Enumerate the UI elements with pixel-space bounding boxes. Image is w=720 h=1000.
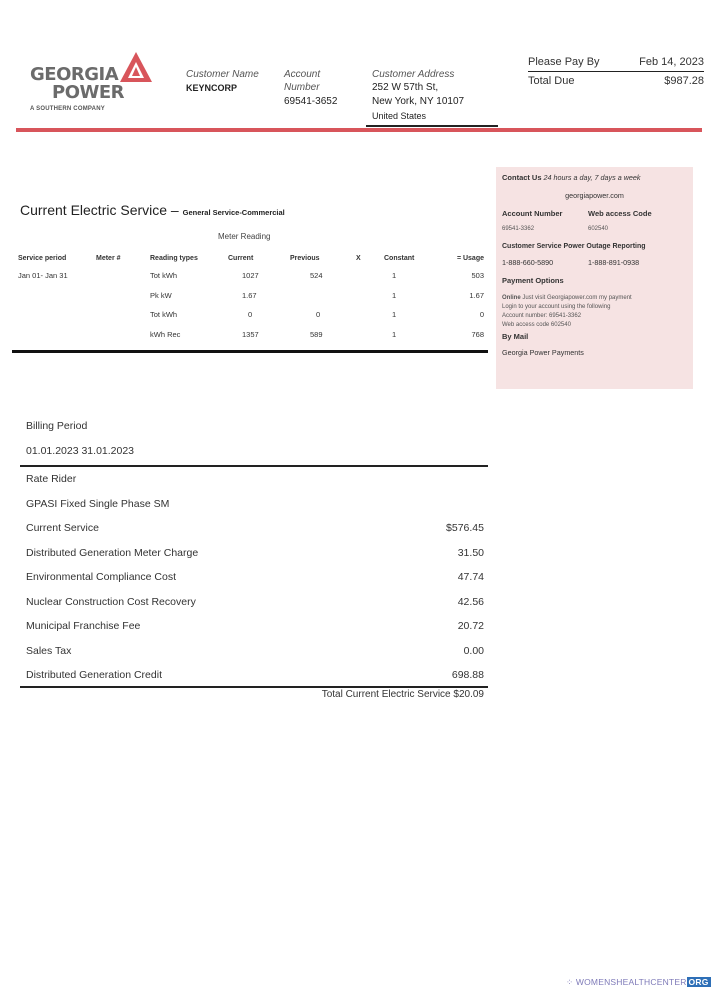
please-pay-date: Feb 14, 2023 bbox=[639, 56, 704, 68]
billing-period-label-row bbox=[26, 414, 484, 439]
col-current: Current bbox=[228, 254, 254, 262]
address-divider bbox=[366, 125, 498, 127]
meter-table-rule bbox=[12, 350, 488, 353]
by-mail-label: By Mail bbox=[502, 332, 529, 341]
table-row bbox=[18, 325, 484, 345]
address-line2: New York, NY 10107 bbox=[372, 96, 465, 107]
table-row bbox=[18, 305, 484, 325]
line-item-label: Distributed Generation Credit bbox=[26, 669, 162, 681]
service-subtitle: General Service-Commercial bbox=[182, 208, 285, 217]
cell bbox=[356, 266, 384, 286]
address-line3: United States bbox=[372, 111, 427, 121]
cell bbox=[96, 266, 150, 286]
meter-reading-caption: Meter Reading bbox=[218, 232, 271, 241]
contact-panel bbox=[496, 167, 693, 389]
line-item-label: Distributed Generation Meter Charge bbox=[26, 546, 199, 559]
line-item-amount: 698.88 bbox=[451, 669, 484, 681]
billing-period-rule bbox=[20, 465, 488, 467]
web-access-code: 602540 bbox=[588, 226, 609, 232]
watermark-dots-icon: ⁘ bbox=[566, 977, 576, 987]
watermark-text: WOMENSHEALTHCENTER bbox=[575, 977, 687, 987]
cell: 1357 bbox=[242, 329, 259, 339]
cell: Jan 01- Jan 31 bbox=[18, 271, 68, 281]
online-line3: Account number: 69541-3362 bbox=[502, 313, 582, 319]
meter-header-row bbox=[18, 250, 484, 266]
line-item bbox=[26, 639, 484, 664]
outage-label: Customer Service Power Outage Reporting bbox=[502, 243, 646, 250]
line-item-label: Sales Tax bbox=[26, 644, 72, 657]
logo-subtitle: A SOUTHERN COMPANY bbox=[30, 106, 105, 112]
col-meter: Meter # bbox=[96, 254, 121, 262]
online-line2: Login to your account using the following bbox=[502, 304, 611, 310]
cell bbox=[356, 325, 384, 345]
web-access-label: Web access Code bbox=[588, 209, 652, 218]
cell: 1 bbox=[392, 290, 397, 300]
cell: 0 bbox=[248, 310, 253, 320]
total-due-value: $987.28 bbox=[664, 75, 704, 87]
watermark-tld: ORG bbox=[688, 977, 709, 987]
cell: 1.67 bbox=[242, 290, 257, 300]
website-link[interactable]: georgiapower.com bbox=[565, 191, 624, 200]
account-web-values bbox=[502, 225, 687, 234]
triangle-logo-icon bbox=[118, 50, 154, 84]
cell: 1 bbox=[392, 329, 397, 339]
customer-name-label: Customer Name bbox=[186, 69, 259, 80]
line-item-amount: $576.45 bbox=[446, 522, 484, 534]
online-label: Online bbox=[502, 295, 521, 301]
online-line4: Web access code 602540 bbox=[502, 322, 571, 328]
account-label-line2: Number bbox=[284, 82, 320, 93]
payment-summary bbox=[528, 54, 704, 89]
line-item-label: Environmental Compliance Cost bbox=[26, 571, 176, 583]
cell: 524 bbox=[310, 271, 323, 281]
please-pay-row bbox=[528, 54, 704, 70]
cell: 1.67 bbox=[469, 290, 484, 300]
cell bbox=[356, 305, 384, 325]
line-item-amount: 42.56 bbox=[457, 595, 484, 608]
please-pay-label: Please Pay By bbox=[528, 56, 600, 68]
total-current-service bbox=[278, 689, 484, 700]
cell: 768 bbox=[471, 329, 484, 339]
payment-options-label: Payment Options bbox=[502, 276, 564, 285]
total-label: Total Current Electric Service bbox=[321, 689, 451, 700]
cell bbox=[96, 325, 150, 345]
table-row bbox=[18, 286, 484, 306]
logo-wordmark bbox=[30, 66, 124, 102]
col-constant: Constant bbox=[384, 254, 415, 262]
cell: Tot kWh bbox=[150, 271, 178, 281]
col-service-period: Service period bbox=[18, 254, 67, 262]
line-item bbox=[26, 663, 484, 688]
phone-1[interactable]: 1-888-660-5890 bbox=[502, 258, 554, 267]
total-due-row bbox=[528, 73, 704, 89]
cell bbox=[18, 305, 96, 325]
cell bbox=[290, 286, 356, 306]
total-due-label: Total Due bbox=[528, 75, 575, 87]
col-usage: = Usage bbox=[456, 254, 484, 262]
line-item bbox=[26, 541, 484, 566]
logo-line2: POWER bbox=[52, 82, 125, 103]
contact-row bbox=[502, 173, 687, 183]
line-item bbox=[26, 516, 484, 541]
service-title-main: Current Electric Service – bbox=[20, 202, 179, 218]
cell: 0 bbox=[316, 310, 321, 320]
table-row bbox=[18, 266, 484, 286]
cell: Pk kW bbox=[150, 290, 172, 300]
contact-account-label: Account Number bbox=[502, 209, 563, 218]
billing-period-label: Billing Period bbox=[26, 420, 88, 432]
plan-name: GPASI Fixed Single Phase SM bbox=[26, 497, 170, 510]
service-title bbox=[20, 202, 285, 218]
cell bbox=[356, 286, 384, 306]
billing-total-rule bbox=[20, 686, 488, 688]
cell: Tot kWh bbox=[150, 310, 178, 320]
logo-line1: GEORGIA bbox=[30, 64, 119, 85]
contact-label: Contact bbox=[502, 173, 530, 182]
account-number-value: 69541-3652 bbox=[284, 96, 338, 107]
online-text1: Just visit Georgiapower.com my payment bbox=[522, 295, 632, 301]
meter-reading-table bbox=[18, 250, 484, 344]
line-item-amount: 0.00 bbox=[463, 644, 484, 657]
address-line1: 252 W 57th St, bbox=[372, 82, 439, 93]
total-value: $20.09 bbox=[453, 689, 484, 700]
contact-hours: 24 hours a day, 7 days a week bbox=[543, 173, 641, 182]
georgia-power-logo bbox=[30, 48, 170, 118]
cell bbox=[18, 286, 96, 306]
cell: 1027 bbox=[242, 271, 259, 281]
col-previous: Previous bbox=[290, 254, 320, 262]
phone-row bbox=[502, 258, 687, 268]
account-label-line1: Account bbox=[284, 69, 321, 80]
cell: 1 bbox=[392, 271, 397, 281]
header-accent-rule bbox=[16, 128, 702, 132]
by-mail-text: Georgia Power Payments bbox=[502, 348, 584, 357]
customer-address-label: Customer Address bbox=[372, 69, 455, 80]
cell: 503 bbox=[471, 271, 484, 281]
billing-period-value: 01.01.2023 31.01.2023 bbox=[26, 444, 135, 457]
cell: 1 bbox=[392, 310, 397, 320]
billing-section bbox=[26, 414, 484, 688]
line-item bbox=[26, 614, 484, 639]
col-reading-types: Reading types bbox=[150, 254, 198, 262]
line-item-amount: 20.72 bbox=[457, 620, 484, 632]
cell bbox=[96, 305, 150, 325]
rate-rider-label: Rate Rider bbox=[26, 473, 77, 485]
cell: 0 bbox=[479, 310, 484, 320]
cell: 589 bbox=[310, 329, 323, 339]
cell: kWh Rec bbox=[150, 329, 181, 339]
pay-divider bbox=[528, 71, 704, 72]
billing-period-value-row bbox=[26, 439, 484, 464]
contact-us-label: Us bbox=[531, 173, 542, 182]
contact-account-number: 69541-3362 bbox=[502, 226, 535, 232]
line-item-amount: 31.50 bbox=[457, 546, 484, 559]
cell bbox=[18, 325, 96, 345]
line-item bbox=[26, 590, 484, 615]
online-line1 bbox=[502, 294, 687, 303]
customer-name-value: KEYNCORP bbox=[186, 83, 238, 93]
plan-row bbox=[26, 492, 484, 517]
phone-2[interactable]: 1-888-891-0938 bbox=[588, 258, 640, 267]
line-item-label: Nuclear Construction Cost Recovery bbox=[26, 595, 196, 608]
line-item-label: Current Service bbox=[26, 522, 99, 534]
rate-rider-row bbox=[26, 467, 484, 492]
line-item bbox=[26, 565, 484, 590]
account-web-labels bbox=[502, 209, 687, 219]
col-x: X bbox=[356, 254, 361, 262]
line-item-amount: 47.74 bbox=[457, 571, 484, 583]
line-item-label: Municipal Franchise Fee bbox=[26, 620, 141, 632]
cell bbox=[96, 286, 150, 306]
watermark bbox=[566, 977, 711, 988]
